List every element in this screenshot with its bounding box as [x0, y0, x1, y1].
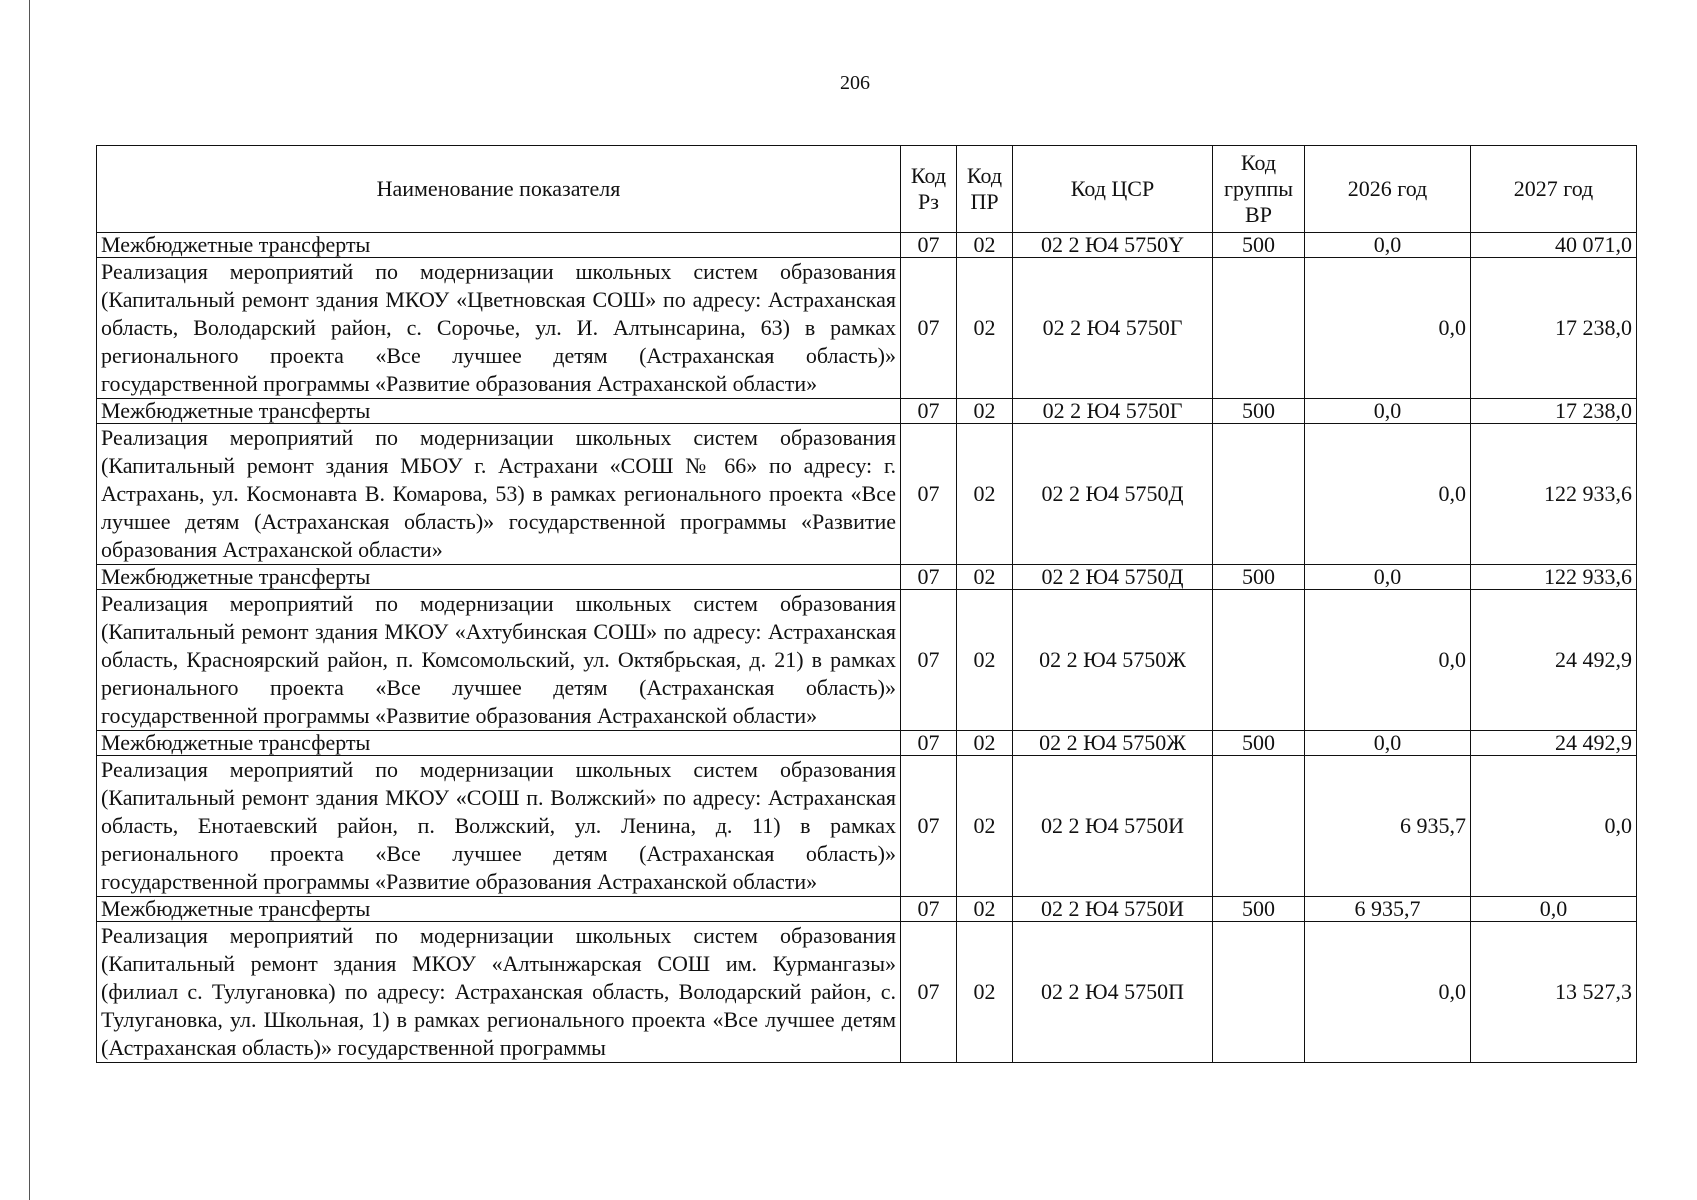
cell-pr: 02 [957, 565, 1013, 590]
cell-2027: 0,0 [1471, 756, 1637, 897]
cell-csr: 02 2 Ю4 5750Y [1013, 233, 1213, 258]
cell-name [97, 922, 901, 1063]
cell-2026: 0,0 [1305, 731, 1471, 756]
table-row [97, 424, 1637, 565]
cell-pr: 02 [957, 424, 1013, 565]
cell-pr: 02 [957, 897, 1013, 922]
cell-rz: 07 [901, 565, 957, 590]
header-2026: 2026 год [1305, 146, 1471, 233]
cell-csr: 02 2 Ю4 5750Д [1013, 424, 1213, 565]
cell-name: Межбюджетные трансферты [97, 233, 901, 258]
cell-name: Межбюджетные трансферты [97, 399, 901, 424]
cell-vr: 500 [1213, 731, 1305, 756]
cell-name: Реализация мероприятий по модернизации школьных систем образования (Капитальный ремонт здания МКОУ «СОШ п. Волжский» по адресу: Астраханская область, Енотаевский район, п. Волжский, ул. Ленина, д. 11) в рамках регионального проекта «Все лучшее детям (Астраханская область)» государственной программы «Развитие образования Астраханской области» [97, 756, 901, 897]
cell-2026: 0,0 [1305, 922, 1471, 1063]
cell-vr [1213, 424, 1305, 565]
cell-2027: 0,0 [1471, 897, 1637, 922]
cell-vr [1213, 756, 1305, 897]
cell-rz: 07 [901, 424, 957, 565]
cell-2027: 122 933,6 [1471, 565, 1637, 590]
cell-rz: 07 [901, 922, 957, 1063]
cell-name: Реализация мероприятий по модернизации школьных систем образования (Капитальный ремонт здания МКОУ «Ахтубинская СОШ» по адресу: Астраханская область, Красноярский район, п. Комсомольский, ул. Октябрьская, д. 21) в рамках регионального проекта «Все лучшее детям (Астраханская область)» государственной программы «Развитие образования Астраханской области» [97, 590, 901, 731]
table-header-row [97, 146, 1637, 233]
table-row [97, 565, 1637, 590]
table-row [97, 233, 1637, 258]
cell-name: Межбюджетные трансферты [97, 731, 901, 756]
table-row [97, 258, 1637, 399]
budget-table [96, 145, 1637, 1063]
cell-2026: 0,0 [1305, 565, 1471, 590]
cell-vr: 500 [1213, 565, 1305, 590]
cell-2027: 122 933,6 [1471, 424, 1637, 565]
cell-2027: 24 492,9 [1471, 590, 1637, 731]
cell-rz: 07 [901, 399, 957, 424]
cell-rz: 07 [901, 258, 957, 399]
cell-2027: 40 071,0 [1471, 233, 1637, 258]
table-row [97, 399, 1637, 424]
header-pr: Код ПР [957, 146, 1013, 233]
cell-vr [1213, 258, 1305, 399]
cell-2026: 0,0 [1305, 424, 1471, 565]
cell-vr: 500 [1213, 897, 1305, 922]
cell-2026: 6 935,7 [1305, 897, 1471, 922]
cell-2026: 0,0 [1305, 258, 1471, 399]
header-vr: Код группы ВР [1213, 146, 1305, 233]
cell-2027: 17 238,0 [1471, 258, 1637, 399]
cell-rz: 07 [901, 897, 957, 922]
cell-pr: 02 [957, 233, 1013, 258]
cell-vr: 500 [1213, 233, 1305, 258]
table-row [97, 922, 1637, 1063]
cell-2026: 0,0 [1305, 590, 1471, 731]
cell-csr: 02 2 Ю4 5750И [1013, 897, 1213, 922]
cell-pr: 02 [957, 756, 1013, 897]
header-rz: Код Рз [901, 146, 957, 233]
cell-2026: 0,0 [1305, 399, 1471, 424]
cell-pr: 02 [957, 399, 1013, 424]
cell-name: Реализация мероприятий по модернизации школьных систем образования (Капитальный ремонт здания МКОУ «Цветновская СОШ» по адресу: Астраханская область, Володарский район, с. Сорочье, ул. И. Алтынсарина, 63) в рамках регионального проекта «Все лучшее детям (Астраханская область)» государственной программы «Развитие образования Астраханской области» [97, 258, 901, 399]
cell-csr: 02 2 Ю4 5750И [1013, 756, 1213, 897]
cell-csr: 02 2 Ю4 5750Г [1013, 399, 1213, 424]
cell-csr: 02 2 Ю4 5750Г [1013, 258, 1213, 399]
cell-rz: 07 [901, 731, 957, 756]
cell-name-text: Реализация мероприятий по модернизации школьных систем образования (Капитальный ремонт здания МКОУ «Алтынжарская СОШ им. Курмангазы» (филиал с. Тулугановка) по адресу: Астраханская область, Володарский район, с. Тулугановка, ул. Школьная, 1) в рамках регионального проекта «Все лучшее детям (Астраханская область)» государственной программы [101, 923, 896, 1060]
cell-rz: 07 [901, 233, 957, 258]
cell-2027: 24 492,9 [1471, 731, 1637, 756]
cell-pr: 02 [957, 590, 1013, 731]
table-row [97, 590, 1637, 731]
page-number: 206 [840, 72, 870, 94]
cell-2027: 17 238,0 [1471, 399, 1637, 424]
table-row [97, 756, 1637, 897]
cell-pr: 02 [957, 731, 1013, 756]
cell-csr: 02 2 Ю4 5750Ж [1013, 731, 1213, 756]
cell-pr: 02 [957, 258, 1013, 399]
cell-vr [1213, 590, 1305, 731]
cell-2026: 0,0 [1305, 233, 1471, 258]
cell-2026: 6 935,7 [1305, 756, 1471, 897]
cell-csr: 02 2 Ю4 5750Ж [1013, 590, 1213, 731]
cell-2027: 13 527,3 [1471, 922, 1637, 1063]
table-row [97, 731, 1637, 756]
cell-pr: 02 [957, 922, 1013, 1063]
cell-csr: 02 2 Ю4 5750Д [1013, 565, 1213, 590]
header-name: Наименование показателя [97, 146, 901, 233]
cell-vr [1213, 922, 1305, 1063]
table-row [97, 897, 1637, 922]
cell-rz: 07 [901, 756, 957, 897]
cell-name: Межбюджетные трансферты [97, 565, 901, 590]
cell-rz: 07 [901, 590, 957, 731]
cell-csr: 02 2 Ю4 5750П [1013, 922, 1213, 1063]
cell-name: Реализация мероприятий по модернизации школьных систем образования (Капитальный ремонт здания МБОУ г. Астрахани «СОШ № 66» по адресу: г. Астрахань, ул. Космонавта В. Комарова, 53) в рамках регионального проекта «Все лучшее детям (Астраханская область)» государственной программы «Развитие образования Астраханской области» [97, 424, 901, 565]
page-margin-line [29, 0, 30, 1200]
cell-name: Межбюджетные трансферты [97, 897, 901, 922]
header-csr: Код ЦСР [1013, 146, 1213, 233]
cell-vr: 500 [1213, 399, 1305, 424]
header-2027: 2027 год [1471, 146, 1637, 233]
